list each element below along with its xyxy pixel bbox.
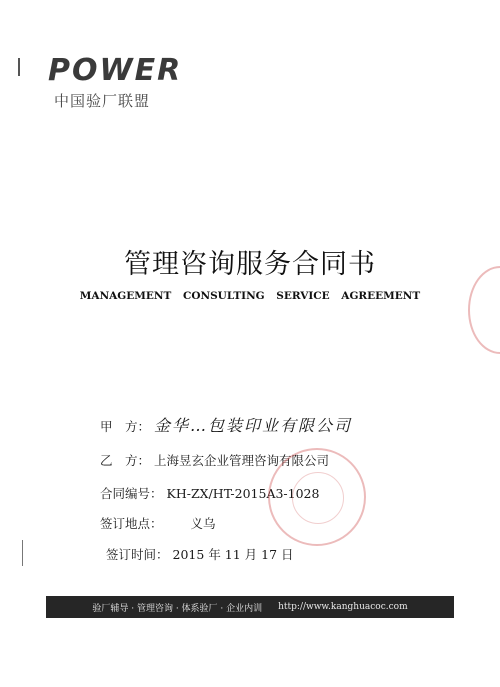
company-seal-stamp <box>268 448 366 546</box>
logo-wordmark: POWER <box>48 53 183 88</box>
footer-bar <box>46 596 454 618</box>
signing-place-field <box>100 515 216 533</box>
seal-star-icon <box>292 472 344 524</box>
party-a-value: 金华…包装印业有限公司 <box>154 416 353 435</box>
signing-date-field <box>106 546 294 564</box>
footer-url: http://www.kanghuacoc.com <box>278 602 408 612</box>
signing-place-label: 签订地点 <box>100 516 151 531</box>
signing-date-colon: ： <box>156 547 169 562</box>
document-title-en: MANAGEMENT CONSULTING SERVICE AGREEMENT <box>79 290 421 302</box>
signing-place-value: 义乌 <box>190 516 216 531</box>
signing-date-value: 2015 年 11 月 17 日 <box>172 547 294 562</box>
contract-number-label: 合同编号 <box>100 486 151 501</box>
party-a-colon: ： <box>137 419 151 434</box>
party-a-field <box>100 417 352 436</box>
power-logo <box>48 53 183 111</box>
scan-edge-mark <box>18 58 20 76</box>
footer-services: 验厂辅导 · 管理咨询 · 体系验厂 · 企业内训 <box>92 603 263 614</box>
logo-subtitle: 中国验厂联盟 <box>54 92 151 110</box>
contract-number-colon: ： <box>150 486 163 501</box>
party-b-value: 上海昱玄企业管理咨询有限公司 <box>154 453 330 468</box>
scan-edge-mark <box>22 540 23 566</box>
signing-place-colon: ： <box>150 516 163 531</box>
contract-number-value: KH-ZX/HT-2015A3-1028 <box>166 486 320 501</box>
party-b-label: 乙 方 <box>100 453 138 468</box>
party-b-colon: ： <box>137 453 151 468</box>
signing-date-label: 签订时间 <box>106 547 157 562</box>
document-title-cn: 管理咨询服务合同书 <box>124 249 376 280</box>
party-a-label: 甲 方 <box>100 419 138 434</box>
